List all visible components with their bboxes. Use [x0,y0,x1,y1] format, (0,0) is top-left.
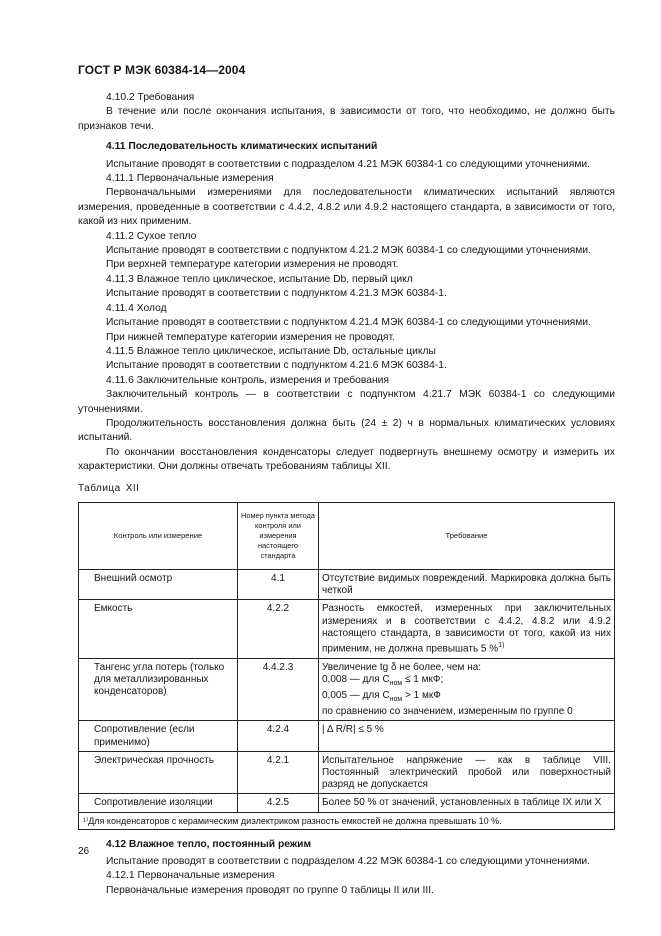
cell-item-text: Емкость [94,603,133,615]
section-heading: 4.11 Последовательность климатических испытаний [106,141,378,153]
paragraph: 4.11.4 Холод [106,302,167,314]
paragraph: 4.11.2 Сухое тепло [106,230,197,242]
req-text: Более 50 % от значений, установленных в таблице IX или X [322,797,602,809]
paragraph: Заключительный контроль — в соответствии с подпунктом 4.21.7 МЭК 60384-1 со следующими уточнениями. [78,389,615,415]
req-subscript: ном [389,679,403,687]
cell-item [79,658,238,721]
paragraph: Испытание проводят в соответствии с подпунктом 4.21.6 МЭК 60384-1. [106,360,447,372]
cell-requirement [319,751,615,794]
paragraph: Испытание проводят в соответствии с подпунктом 4.21.2 МЭК 60384-1 со следующими уточнениями. [106,245,591,257]
cell-requirement [319,721,615,751]
paragraph: Испытание проводят в соответствии с подразделом 4.22 МЭК 60384-1 со следующими уточнениями. [106,855,591,867]
paragraph: 4.11.6 Заключительные контроль, измерения и требования [106,374,390,386]
header-cell-clause: Номер пункта метода контроля или измерения настоящего стандарта [238,502,319,569]
table-footnote: ¹⁾Для конденсаторов с керамическим диэлектриком разность емкостей не должна превышать 10 %. [79,812,615,829]
table-row [79,569,615,599]
cell-item [79,751,238,794]
page-header: ГОСТ Р МЭК 60384-14—2004 [78,63,246,77]
table-row [79,600,615,658]
req-text: | Δ R/R| ≤ 5 % [322,724,384,736]
req-line: Увеличение tg δ не более, чем на: [322,661,482,673]
table-row [79,794,615,812]
req-subscript: ном [389,695,403,703]
cell-item [79,794,238,812]
cell-clause: 4.2.4 [238,721,319,751]
cell-item-text: Сопротивление (если применимо) [94,724,195,748]
paragraph: При нижней температуре категории измерения не проводят. [106,331,395,343]
req-line [322,674,611,690]
document-body [78,91,615,898]
paragraph: По окончании восстановления конденсаторы следует подвергнуть внешнему осмотру и измерить их характеристики. Они должны отвечать требованиям таблицы XII. [78,446,615,473]
cell-item-text: Электрическая прочность [94,754,214,766]
req-text: Испытательное напряжение — как в таблице VIII. Постоянный электрический пробой или поверхностный разряд не допускается [322,754,611,791]
footnote-ref: 1) [498,641,505,649]
req-line-start: 0,008 — для C [322,673,390,685]
cell-item [79,721,238,751]
cell-requirement [319,658,615,721]
cell-requirement [319,600,615,658]
req-line-start: 0,005 — для C [322,689,390,701]
paragraph: 4.11.5 Влажное тепло циклическое, испытание Db, остальные циклы [106,345,436,357]
cell-item-text: Внешний осмотр [94,572,173,584]
req-text: Отсутствие видимых повреждений. Маркировка должна быть четкой [322,572,611,597]
table-caption-word: Таблица [78,482,121,494]
table-caption-number: XII [125,482,140,494]
paragraph: Испытание проводят в соответствии с подпунктом 4.21.4 МЭК 60384-1 со следующими уточнениями. [106,317,591,329]
req-line [322,690,611,706]
paragraph: Первоначальными измерениями для последовательности климатических испытаний являются измерения, проведенные в соответствии с 4.4.2, 4.8.2 или 4.9.2 настоящего стандарта, в зависимости от того, какой из них применим. [78,187,615,228]
paragraph: При верхней температуре категории измерения не проводят. [106,259,399,271]
table-footnote-row [79,812,615,829]
cell-requirement [319,569,615,599]
cell-item-text: Тангенс угла потерь (только для металлизированных конденсаторов) [94,661,225,697]
requirements-table [78,502,615,830]
cell-clause: 4.2.1 [238,751,319,794]
cell-item [79,600,238,658]
cell-clause: 4.4.2.3 [238,658,319,721]
table-row [79,658,615,721]
page-number: 26 [78,846,90,857]
header-cell-requirement: Требование [319,502,615,569]
req-line: по сравнению со значением, измеренным по группе 0 [322,706,573,718]
paragraph: 4.11.3 Влажное тепло циклическое, испытание Db, первый цикл [106,273,413,285]
paragraph: Испытание проводят в соответствии с подпунктом 4.21.3 МЭК 60384-1. [106,288,447,300]
paragraph: 4.12.1 Первоначальные измерения [106,870,275,882]
table-caption [78,482,615,496]
table-header-row [79,502,615,569]
req-line-end: ≤ 1 мкФ; [402,673,444,685]
paragraph: Первоначальные измерения проводят по группе 0 таблицы II или III. [106,884,434,896]
table-row [79,751,615,794]
req-text: Разность емкостей, измеренных при заключительных измерениях и в соответствии с 4.4.2, 4.8.2 или 4.9.2 настоящего стандарта, в зависимости от того, какой из них применим, не должна превышать 5 % [322,603,611,655]
cell-clause: 4.2.5 [238,794,319,812]
cell-requirement [319,794,615,812]
paragraphs-top [78,91,615,475]
cell-clause: 4.2.2 [238,600,319,658]
cell-clause: 4.1 [238,569,319,599]
paragraph: Испытание проводят в соответствии с подразделом 4.21 МЭК 60384-1 со следующими уточнениями. [106,158,591,170]
table-body [79,569,615,812]
paragraph: В течение или после окончания испытания, в зависимости от того, что необходимо, не должно быть признаков течи. [78,106,615,132]
table-row [79,721,615,751]
cell-item [79,569,238,599]
section-heading: 4.12 Влажное тепло, постоянный режим [106,838,312,850]
cell-item-text: Сопротивление изоляции [94,797,213,809]
req-line-end: > 1 мкФ [402,689,441,701]
header-cell-item: Контроль или измерение [79,502,238,569]
paragraph: Продолжительность восстановления должна быть (24 ± 2) ч в нормальных климатических условиях испытаний. [78,417,615,444]
paragraph: 4.11.1 Первоначальные измерения [106,173,274,185]
paragraph: 4.10.2 Требования [106,92,195,103]
paragraphs-bottom [78,838,615,899]
